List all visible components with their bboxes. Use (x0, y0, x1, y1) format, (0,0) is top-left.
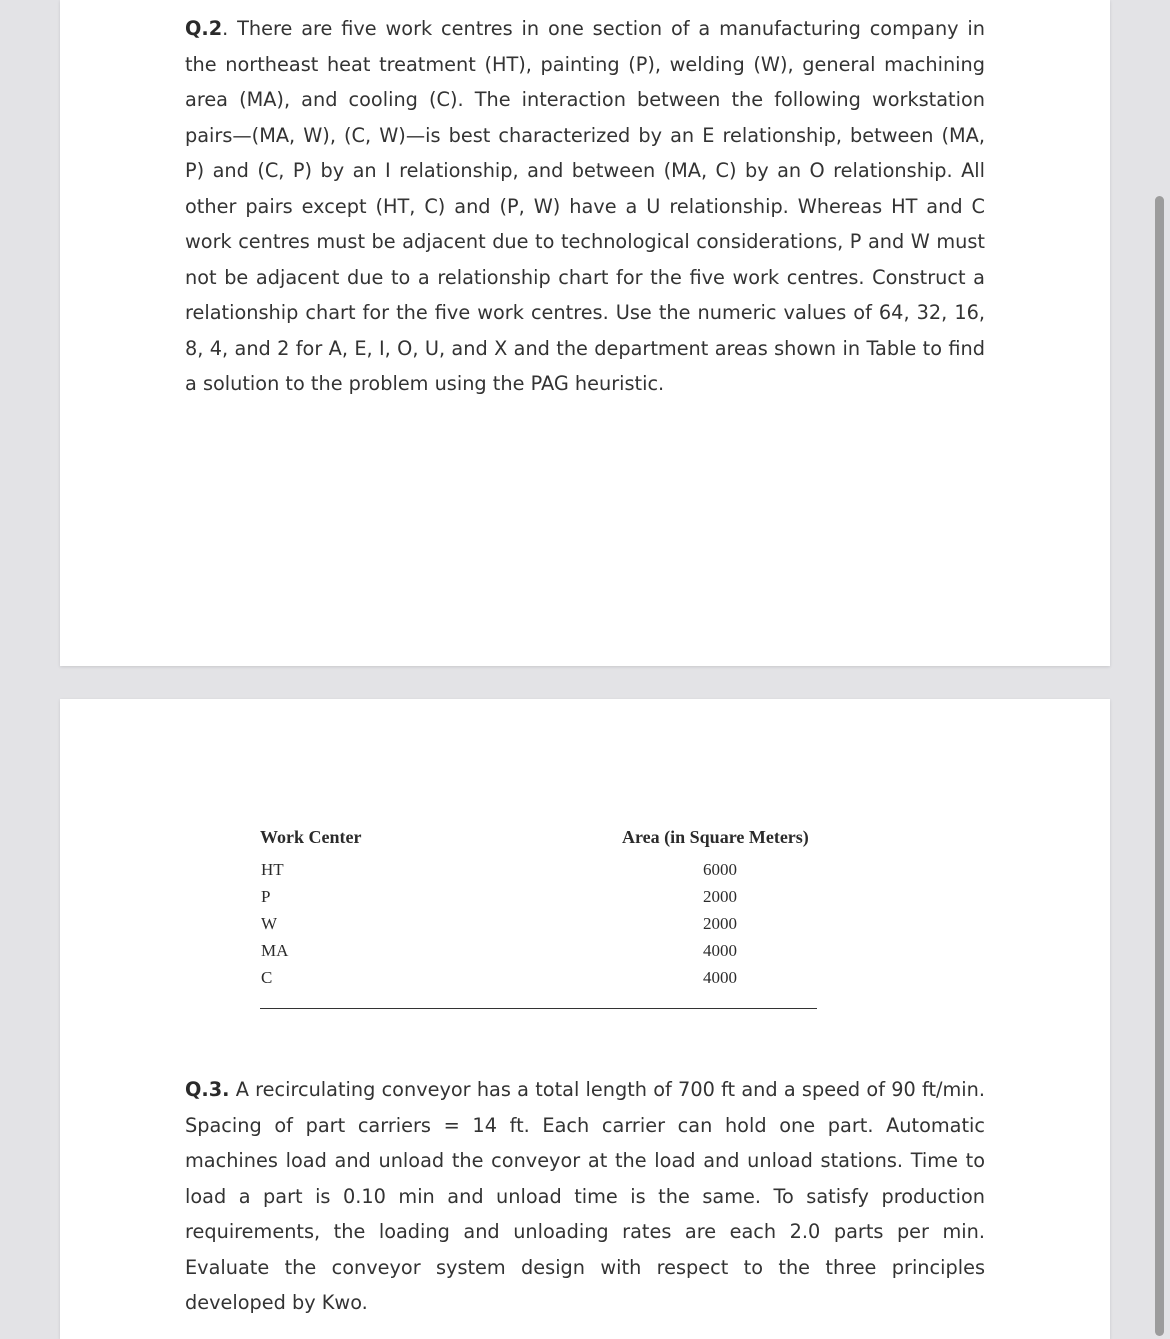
table-row (260, 857, 817, 884)
document-page-1 (60, 0, 1110, 666)
document-page-2 (60, 699, 1110, 1339)
row-area: 4000 (703, 941, 737, 960)
table-row (260, 938, 817, 965)
row-center: C (261, 968, 273, 987)
table-row (260, 884, 817, 911)
question-2-number: Q.2 (185, 17, 223, 40)
work-center-area-table (260, 827, 817, 992)
table-row (260, 965, 817, 992)
row-center: W (261, 914, 278, 933)
row-area: 2000 (703, 914, 737, 933)
question-3-text: A recirculating conveyor has a total length of 700 ft and a speed of 90 ft/min. Spacing of part carriers = 14 ft. Each carrier can hold one part. Automatic machines load and unload the conveyor at the load and unload stations. Time to load a part is 0.10 min and unload time is the same. To satisfy production requirements, the loading and unloading rates are each 2.0 parts per min. Evaluate the conveyor system design with respect to the three principles developed by Kwo. (185, 1078, 985, 1314)
header-work-center: Work Center (260, 827, 362, 847)
question-2 (185, 11, 985, 402)
question-2-text: . There are five work centres in one section of a manufacturing company in the northeast heat treatment (HT), painting (P), welding (W), general machining area (MA), and cooling (C). The interaction between the following workstation pairs—(MA, W), (C, W)—is best characterized by an E relationship, between (MA, P) and (C, P) by an I relationship, and between (MA, C) by an O relationship. All other pairs except (HT, C) and (P, W) have a U relationship. Whereas HT and C work centres must be adjacent due to technological considerations, P and W must not be adjacent due to a relationship chart for the five work centres. Construct a relationship chart for the five work centres. Use the numeric values of 64, 32, 16, 8, 4, and 2 for A, E, I, O, U, and X and the department areas shown in Table to find a solution to the problem using the PAG heuristic. (185, 17, 985, 395)
header-area: Area (in Square Meters) (622, 827, 809, 847)
question-3 (185, 1072, 985, 1321)
scrollbar-thumb[interactable] (1155, 196, 1164, 1336)
row-center: HT (261, 860, 284, 879)
table-header (260, 827, 817, 857)
row-area: 6000 (703, 860, 737, 879)
question-3-number: Q.3. (185, 1078, 230, 1101)
vertical-scrollbar[interactable] (1150, 0, 1170, 1319)
table-row (260, 911, 817, 938)
row-center: P (261, 887, 271, 906)
row-area: 2000 (703, 887, 737, 906)
row-center: MA (261, 941, 289, 960)
table-bottom-rule (260, 1008, 817, 1009)
row-area: 4000 (703, 968, 737, 987)
